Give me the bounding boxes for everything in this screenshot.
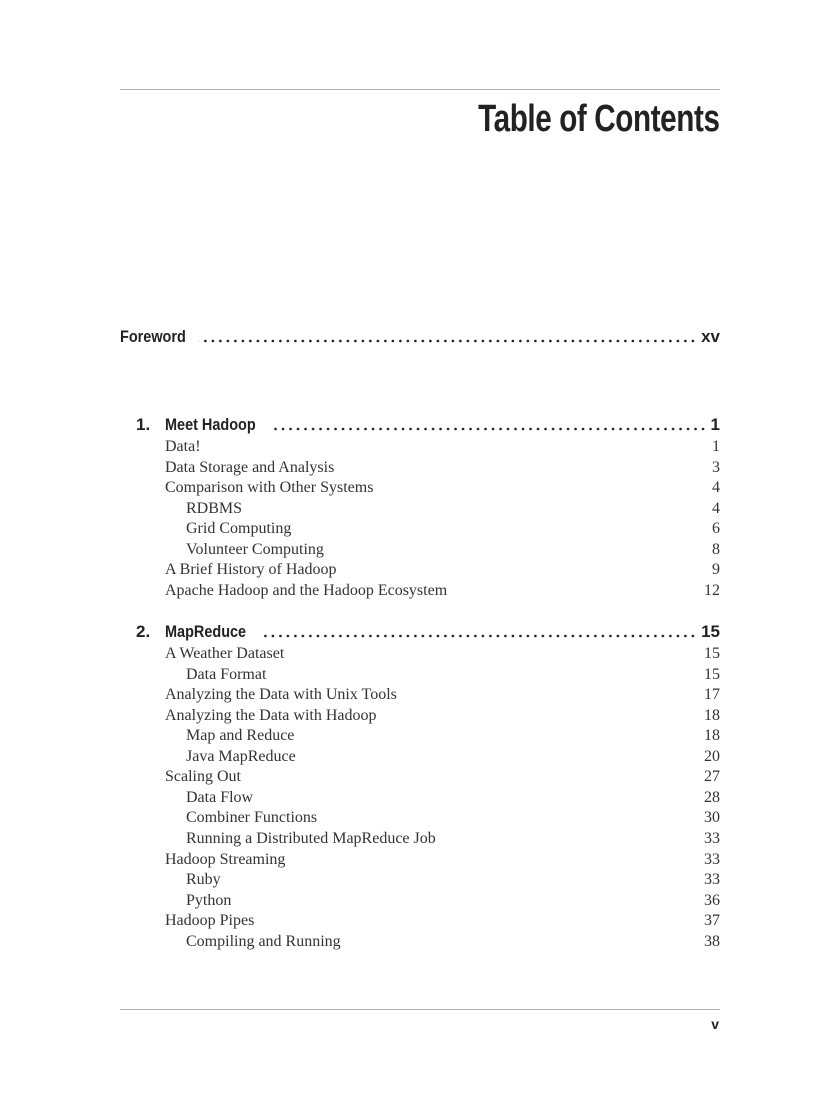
entry-title: A Weather Dataset bbox=[165, 645, 285, 662]
page-title: Table of Contents bbox=[478, 98, 720, 140]
entry-page: 30 bbox=[704, 809, 720, 827]
entry-title: Java MapReduce bbox=[186, 747, 296, 765]
toc-entry[interactable] bbox=[120, 747, 720, 767]
toc-entry[interactable] bbox=[120, 829, 720, 849]
entry-page: 12 bbox=[704, 581, 720, 599]
entry-page: 18 bbox=[704, 727, 720, 745]
toc-entry[interactable] bbox=[120, 499, 720, 519]
chapter-number: 1. bbox=[136, 415, 151, 434]
entry-title: Comparison with Other Systems bbox=[165, 479, 374, 497]
toc-entry[interactable] bbox=[120, 644, 720, 664]
chapter-title: MapReduce bbox=[165, 622, 247, 641]
toc-entry[interactable] bbox=[120, 458, 720, 478]
toc-chapter[interactable] bbox=[120, 413, 720, 435]
entry-page: 33 bbox=[704, 871, 720, 889]
entry-title: Analyzing the Data with Hadoop bbox=[165, 706, 377, 724]
entry-page: 38 bbox=[704, 932, 720, 950]
entry-title: Compiling and Running bbox=[186, 932, 341, 950]
foreword-page: xv bbox=[701, 327, 720, 346]
foreword-title: Foreword bbox=[120, 327, 186, 346]
entry-page: 4 bbox=[712, 479, 720, 497]
entry-title: Data Flow bbox=[186, 788, 254, 806]
entry-title: Analyzing the Data with Unix Tools bbox=[165, 686, 397, 704]
toc-entry[interactable] bbox=[120, 767, 720, 787]
dot-leader bbox=[199, 339, 697, 343]
entry-page: 15 bbox=[704, 665, 720, 683]
entry-page: 27 bbox=[704, 768, 720, 786]
entry-title: Combiner Functions bbox=[186, 809, 318, 827]
toc-entry[interactable] bbox=[120, 478, 720, 498]
entry-page: 33 bbox=[704, 850, 720, 868]
chapter-page: 15 bbox=[701, 622, 720, 641]
toc-foreword[interactable] bbox=[120, 325, 720, 347]
entry-page: 28 bbox=[704, 788, 720, 806]
toc-entry[interactable] bbox=[120, 540, 720, 560]
toc-entry[interactable] bbox=[120, 911, 720, 931]
toc-entry[interactable] bbox=[120, 665, 720, 685]
entry-title: Hadoop Streaming bbox=[165, 850, 286, 868]
toc-entry[interactable] bbox=[120, 808, 720, 828]
entry-title: Ruby bbox=[186, 871, 221, 889]
entry-title: Map and Reduce bbox=[186, 727, 295, 745]
entry-page: 20 bbox=[704, 747, 720, 765]
toc-entry[interactable] bbox=[120, 519, 720, 539]
chapter-page: 1 bbox=[710, 415, 720, 434]
entry-page: 3 bbox=[712, 458, 720, 476]
entry-title: Volunteer Computing bbox=[186, 540, 324, 558]
toc-entry[interactable] bbox=[120, 726, 720, 746]
entry-page: 33 bbox=[704, 829, 720, 847]
entry-page: 18 bbox=[704, 706, 720, 724]
entry-title: Data! bbox=[165, 438, 201, 455]
chapter-title: Meet Hadoop bbox=[165, 415, 256, 434]
chapter-number: 2. bbox=[136, 622, 151, 641]
toc-entry[interactable] bbox=[120, 706, 720, 726]
toc-entry[interactable] bbox=[120, 581, 720, 601]
entry-page: 1 bbox=[712, 438, 720, 455]
entry-title: Data Format bbox=[186, 665, 267, 683]
entry-page: 36 bbox=[704, 891, 720, 909]
entry-page: 8 bbox=[712, 540, 720, 558]
entry-page: 9 bbox=[712, 561, 720, 579]
entry-page: 37 bbox=[704, 912, 720, 930]
entry-title: Data Storage and Analysis bbox=[165, 458, 335, 476]
entry-title: RDBMS bbox=[186, 499, 243, 517]
entry-title: Hadoop Pipes bbox=[165, 912, 255, 930]
entry-title: A Brief History of Hadoop bbox=[165, 561, 337, 579]
toc-entry[interactable] bbox=[120, 685, 720, 705]
toc-entry[interactable] bbox=[120, 560, 720, 580]
toc-entry[interactable] bbox=[120, 788, 720, 808]
toc-entry[interactable] bbox=[120, 437, 720, 457]
dot-leader bbox=[274, 427, 707, 431]
entry-title: Running a Distributed MapReduce Job bbox=[186, 829, 436, 847]
entry-page: 15 bbox=[704, 645, 720, 662]
toc-entry[interactable] bbox=[120, 932, 720, 952]
entry-title: Grid Computing bbox=[186, 520, 292, 538]
entry-page: 17 bbox=[704, 686, 720, 704]
entry-page: 4 bbox=[712, 499, 720, 517]
entry-page: 6 bbox=[712, 520, 720, 538]
bottom-rule bbox=[120, 1009, 720, 1010]
entry-title: Apache Hadoop and the Hadoop Ecosystem bbox=[165, 581, 448, 599]
page-number: v bbox=[711, 1016, 719, 1032]
toc-entry[interactable] bbox=[120, 870, 720, 890]
entry-title: Python bbox=[186, 891, 232, 909]
top-rule bbox=[120, 89, 720, 90]
entry-title: Scaling Out bbox=[165, 768, 241, 786]
toc-chapter[interactable] bbox=[120, 620, 720, 642]
toc-entry[interactable] bbox=[120, 850, 720, 870]
dot-leader bbox=[262, 634, 697, 638]
toc-entry[interactable] bbox=[120, 891, 720, 911]
